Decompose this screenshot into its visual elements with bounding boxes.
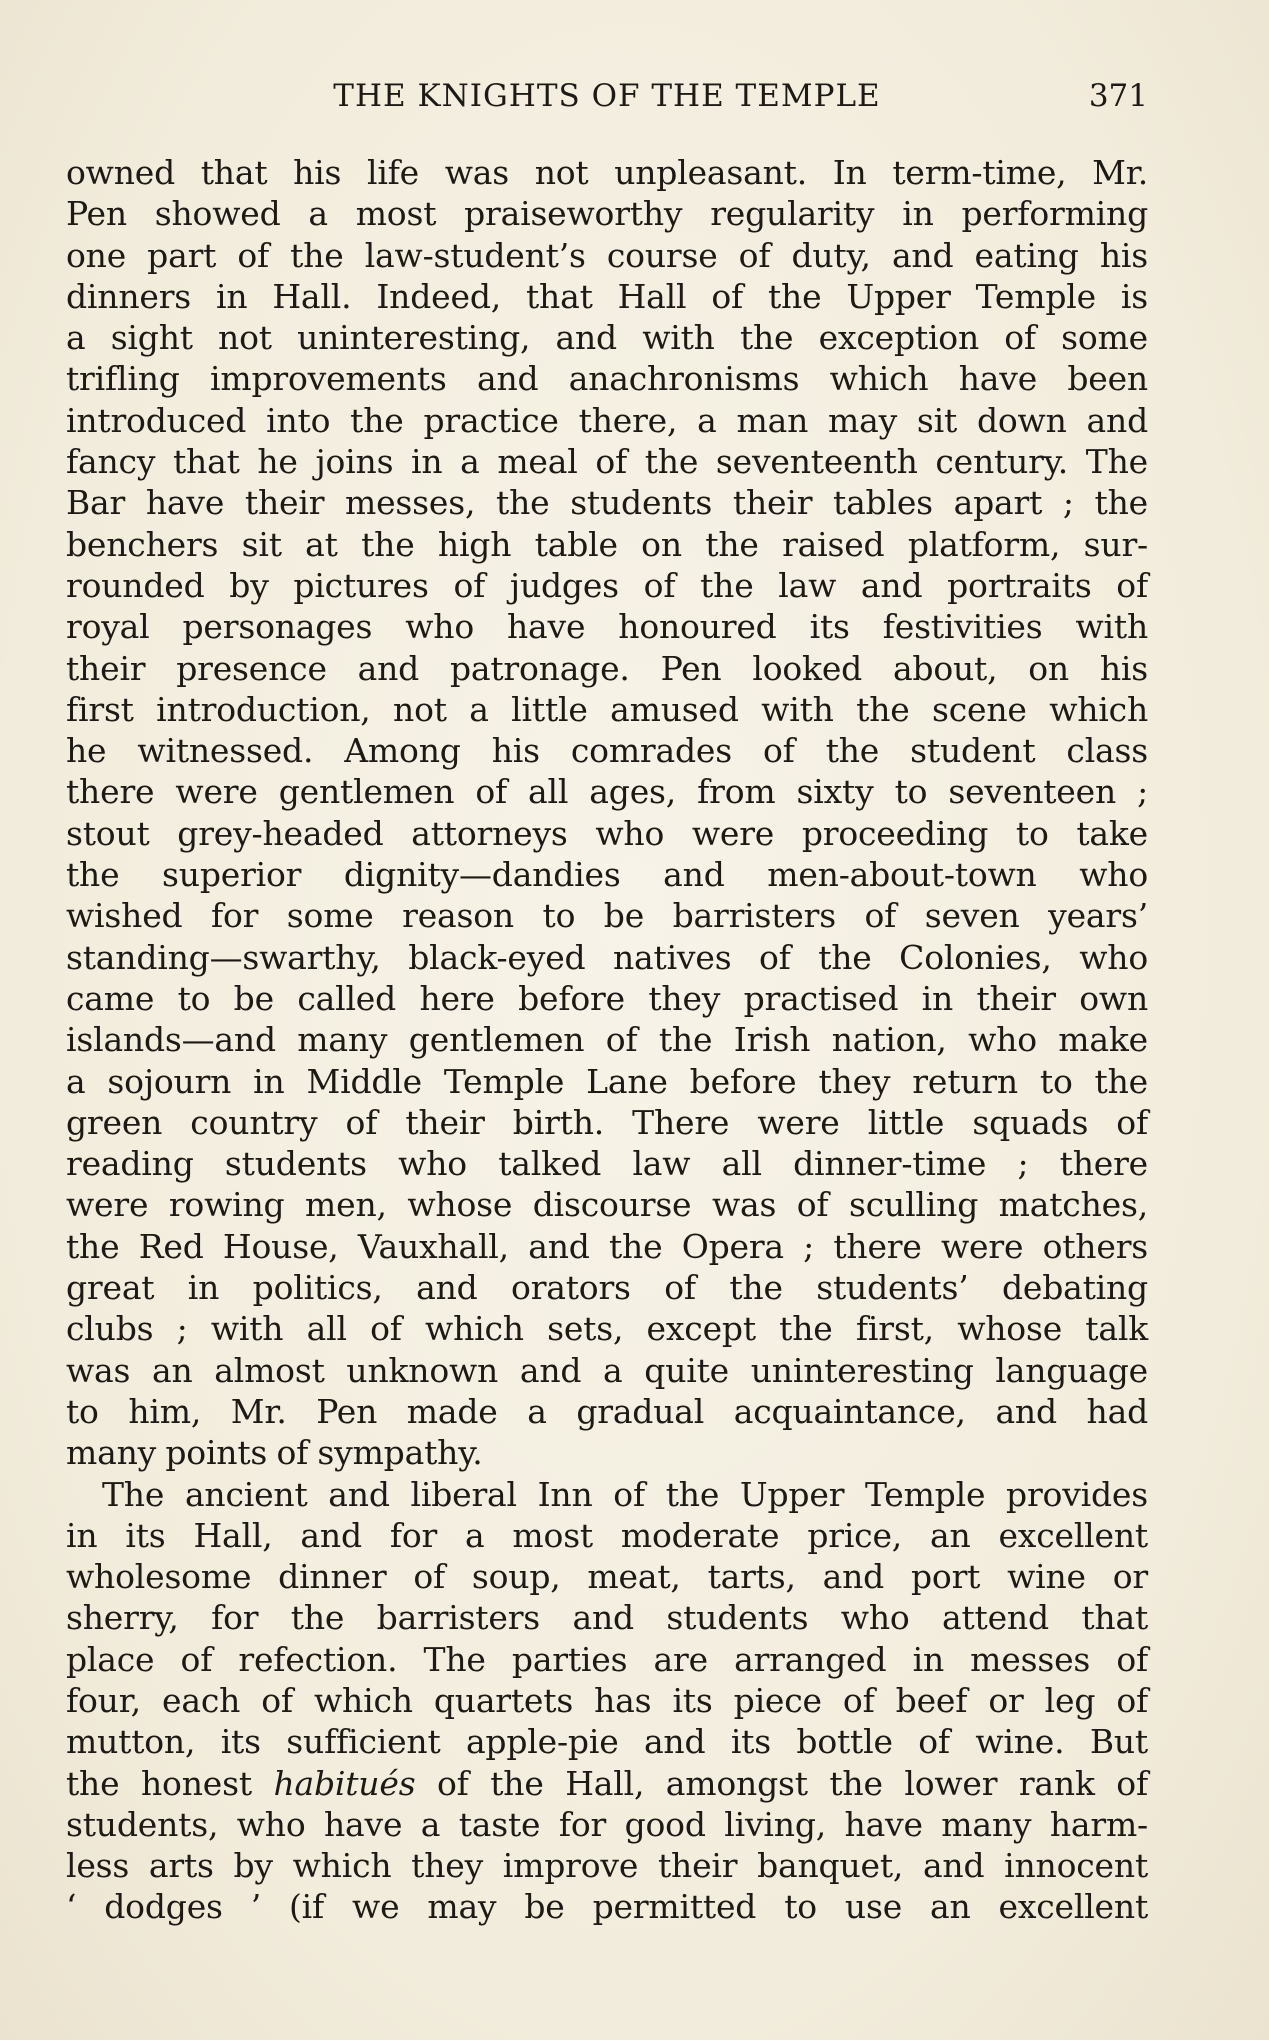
text-line: place of refection. The parties are arranged in messes of <box>66 1639 1148 1679</box>
text-line: first introduction, not a little amused with the scene which <box>66 689 1148 729</box>
text-line: royal personages who have honoured its festivities with <box>66 607 1148 647</box>
text-line: sherry, for the barristers and students who attend that <box>66 1598 1148 1638</box>
text-line: were rowing men, whose discourse was of sculling matches, <box>66 1185 1148 1225</box>
running-title: THE KNIGHTS OF THE TEMPLE <box>333 78 881 114</box>
text-fragment: the honest <box>66 1763 274 1803</box>
text-line: reading students who talked law all dinner-time ; there <box>66 1144 1148 1184</box>
text-line: four, each of which quartets has its piece of beef or leg of <box>66 1680 1148 1720</box>
running-head <box>66 78 1148 122</box>
text-line: fancy that he joins in a meal of the seventeenth century. The <box>66 442 1148 482</box>
text-line: dinners in Hall. Indeed, that Hall of the Upper Temple is <box>66 276 1148 316</box>
text-line: stout grey-headed attorneys who were proceeding to take <box>66 813 1148 853</box>
text-line: rounded by pictures of judges of the law and portraits of <box>66 565 1148 605</box>
text-line: wholesome dinner of soup, meat, tarts, and port wine or <box>66 1557 1148 1597</box>
text-line: green country of their birth. There were little squads of <box>66 1102 1148 1142</box>
body-text <box>66 152 1148 1928</box>
text-line: islands—and many gentlemen of the Irish nation, who make <box>66 1020 1148 1060</box>
text-line: benchers sit at the high table on the raised platform, sur- <box>66 524 1148 564</box>
italic-word: habitués <box>273 1763 416 1803</box>
text-line: mutton, its sufficient apple-pie and its bottle of wine. But <box>66 1722 1148 1762</box>
text-line: came to be called here before they practised in their own <box>66 978 1148 1018</box>
text-line: owned that his life was not unpleasant. In term-time, Mr. <box>66 153 1148 192</box>
text-line: the superior dignity—dandies and men-about-town who <box>66 855 1148 895</box>
text-fragment: of the Hall, amongst the lower rank of <box>415 1763 1148 1803</box>
text-line: there were gentlemen of all ages, from sixty to seventeen ; <box>66 772 1148 812</box>
text-line: standing—swarthy, black-eyed natives of the Colonies, who <box>66 937 1148 977</box>
text-line: Pen showed a most praiseworthy regularity in performing <box>66 194 1148 234</box>
text-line: trifling improvements and anachronisms which have been <box>66 359 1148 399</box>
text-line: the Red House, Vauxhall, and the Opera ; there were others <box>66 1226 1148 1266</box>
text-line: clubs ; with all of which sets, except the first, whose talk <box>66 1309 1148 1349</box>
text-line: many points of sympathy. <box>66 1433 483 1473</box>
text-line: their presence and patronage. Pen looked about, on his <box>66 648 1148 688</box>
text-line: great in politics, and orators of the students’ debating <box>66 1268 1148 1308</box>
text-line: a sight not uninteresting, and with the exception of some <box>66 318 1148 358</box>
text-line: one part of the law-student’s course of duty, and eating his <box>66 235 1148 275</box>
text-line: he witnessed. Among his comrades of the student class <box>66 731 1148 771</box>
text-line: The ancient and liberal Inn of the Upper Temple provides <box>102 1474 1148 1514</box>
text-line: less arts by which they improve their banquet, and innocent <box>66 1846 1148 1886</box>
text-line: was an almost unknown and a quite uninteresting language <box>66 1350 1148 1390</box>
page-number: 371 <box>1088 78 1148 114</box>
text-line: introduced into the practice there, a man may sit down and <box>66 400 1148 440</box>
text-line: wished for some reason to be barristers of seven years’ <box>66 896 1148 936</box>
text-line: to him, Mr. Pen made a gradual acquaintance, and had <box>66 1391 1148 1431</box>
text-line: in its Hall, and for a most moderate price, an excellent <box>66 1515 1148 1555</box>
text-line: students, who have a taste for good living, have many harm- <box>66 1804 1148 1844</box>
text-line: Bar have their messes, the students their tables apart ; the <box>66 483 1148 523</box>
text-line: ‘ dodges ’ (if we may be permitted to use an excellent <box>66 1887 1148 1927</box>
text-line: a sojourn in Middle Temple Lane before they return to the <box>66 1061 1148 1101</box>
text-line-with-italic <box>66 1763 1148 1804</box>
